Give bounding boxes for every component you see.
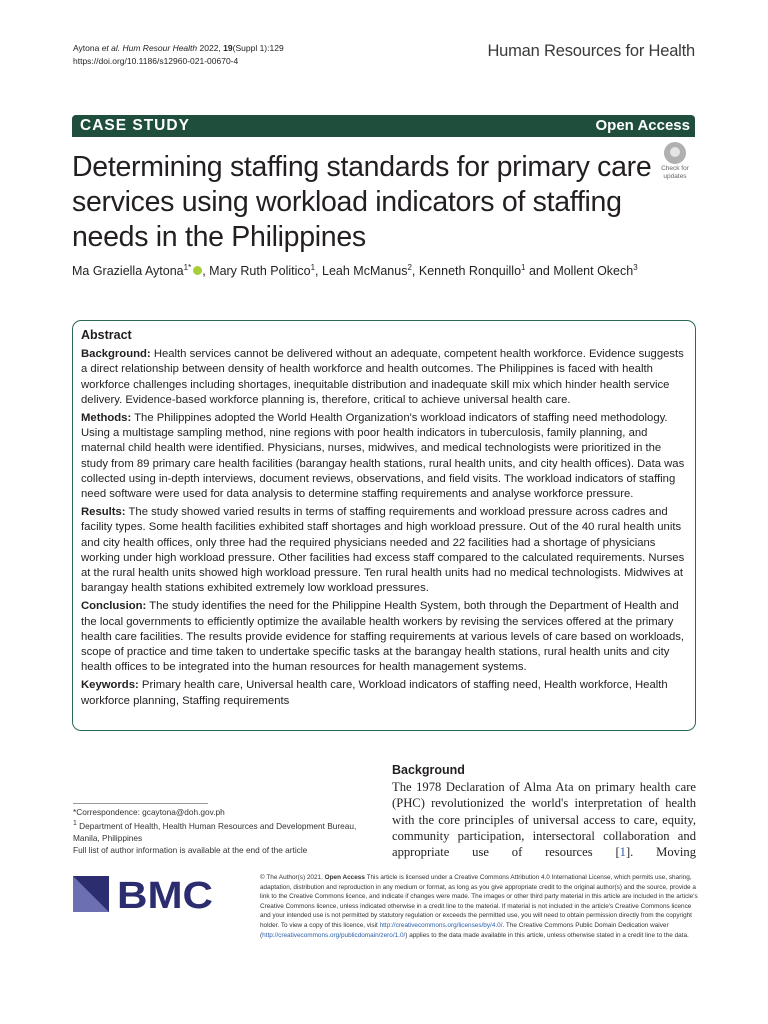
author-affil-sup: 1 — [521, 263, 526, 272]
author-name[interactable]: Kenneth Ronquillo — [418, 264, 522, 279]
license-text-1: This article is licensed under a Creative Commons Attribution 4.0 International License, which permits use, sharing, adaptation, distribution and reproduction in any medium or format, as long as you give appropriate credit to the original author(s) and the source, provide a link to the Creative Commons licence, and indicate if changes were made. The images or other third party material in this article are included in the article's Creative Commons licence, unless indicated otherwise in a credit line to the material. If material is not included in the article's Creative Commons licence and your intended use is not permitted by statutory regulation or exceeds the permitted use, you will need to obtain permission directly from the copyright holder. To view a copy of this licence, visit — [260, 874, 698, 929]
reference-link[interactable]: 1 — [619, 845, 626, 860]
results-label: Results: — [81, 506, 126, 519]
author-sep: , — [315, 264, 322, 279]
abstract-methods — [81, 411, 687, 502]
background-text: Health services cannot be delivered without an adequate, competent health workforce. Evidence suggests a direct relationship between density of health workforce and health outcomes. The Philippines is faced with health workforce challenges including shortages, inequitable distribution and inadequate skill mix which hinder health service delivery. Evidence-based workforce planning is, therefore, critical to achieve universal health care. — [81, 348, 684, 406]
background-label: Background: — [81, 348, 151, 361]
license-text-2: . The Creative Commons Public Domain Dedication waiver ( — [260, 921, 669, 939]
license-notice — [260, 873, 700, 940]
conclusion-label: Conclusion: — [81, 600, 147, 613]
bmc-logo-text: BMC — [117, 875, 213, 914]
check-updates-label-2: updates — [663, 173, 687, 180]
citation-etal: et al. — [101, 43, 121, 53]
methods-text: The Philippines adopted the World Health Organization's workload indicators of staffing need methodology. Using a multistage sampling method, nine regions with poor health indicators in tuberculosis, family planning, and maternal child health were identified. Physicians, nurses, midwives, and medical technologists were prioritized in the study from 89 primary care health facilities (barangay health stations, rural health units, and city health offices). Data was collected using in-depth interviews, document reviews, observations, and field visits. The workload indicators of staffing need software were used for data analysis to determine staffing requirements and analyse workforce pressure. — [81, 412, 685, 501]
footnote-divider — [73, 803, 208, 804]
orcid-icon[interactable] — [193, 266, 202, 275]
citation-suppl: (Suppl 1):129 — [232, 43, 284, 53]
author-affil-sup: 3 — [633, 263, 638, 272]
license-open-access: Open Access — [324, 874, 365, 881]
citation-block — [73, 42, 284, 68]
affiliation-sup: 1 — [73, 820, 77, 827]
abstract-background — [81, 347, 687, 408]
results-text: The study showed varied results in terms of staffing requirements and workload pressure across cadres and facility types. Some health facilities exhibited staff shortages and high workload pressure. Out of the 40 rural health units and city health offices, only three had the required physicians needed and 22 facilities had a shortage of physicians working under high workload pressure. Other facilities had excess staff compared to the calculated requirements. Nurses at the rural health units showed high workload pressure. Ten rural health units had no medical technologists. Midwives at barangay health stations exhibited extremely low workload pressures. — [81, 506, 685, 595]
author-name[interactable]: Leah McManus — [322, 264, 408, 279]
license-link-cc0[interactable]: http://creativecommons.org/publicdomain/zero/1.0/ — [262, 931, 406, 939]
author-affil-sup: 2 — [407, 263, 412, 272]
affiliation — [73, 818, 373, 844]
article-title: Determining staffing standards for primary care services using workload indicators of staffing needs in the Philippines — [72, 151, 652, 253]
author-and: and — [525, 264, 554, 279]
check-updates-label-1: Check for — [661, 165, 689, 172]
citation-authors: Aytona — [73, 43, 100, 53]
methods-label: Methods: — [81, 412, 132, 425]
author-name[interactable]: Mollent Okech — [553, 264, 634, 279]
bmc-logo — [73, 874, 213, 914]
license-copyright: © The Author(s) 2021. — [260, 874, 323, 881]
abstract-heading: Abstract — [81, 328, 132, 342]
author-sep: , — [411, 264, 419, 279]
citation-volume: 19 — [223, 43, 233, 53]
background-paragraph — [392, 779, 696, 860]
citation-line — [73, 42, 284, 55]
correspondence-block — [73, 806, 373, 856]
citation-year: 2022, — [199, 43, 221, 53]
author-name[interactable]: Ma Graziella Aytona — [72, 264, 184, 279]
open-access-label: Open Access — [595, 117, 690, 134]
conclusion-text: The study identifies the need for the Philippine Health System, both through the Department of Health and the local governments to efficiently optimize the available health workers by revising the services offered at the primary health care facilities. The results provide evidence for staffing requirements at various levels of care based on workloads, scope of practice and time taken to undertake specific tasks at the barangay health stations, rural health units and city health offices to be integrated into the human resources for health management systems. — [81, 600, 685, 674]
body-text: The 1978 Declaration of Alma Ata on primary health care (PHC) revolutionized the world's interpretation of health with the core principles of universal access to care, equity, community participation, intersectoral collaboration and appropriate use of resources [ — [392, 780, 696, 860]
section-heading-background: Background — [392, 763, 465, 777]
abstract-keywords — [81, 678, 687, 708]
affiliation-text: Department of Health, Health Human Resources and Development Bureau, Manila, Philippines — [73, 820, 357, 843]
keywords-label: Keywords: — [81, 679, 139, 692]
license-text-3: ) applies to the data made available in this article, unless otherwise stated in a credit line to the data. — [405, 931, 689, 939]
journal-name[interactable]: Human Resources for Health — [487, 42, 695, 60]
correspondence-email[interactable]: *Correspondence: gcaytona@doh.gov.ph — [73, 807, 225, 817]
author-affil-sup: 1* — [183, 263, 192, 272]
check-updates-icon — [664, 142, 686, 164]
check-for-updates-badge[interactable] — [654, 142, 696, 182]
author-name[interactable]: Mary Ruth Politico — [209, 264, 311, 279]
abstract-conclusion — [81, 599, 687, 675]
license-link-cc-by[interactable]: http://creativecommons.org/licenses/by/4.0/ — [379, 921, 503, 929]
full-author-info-note: Full list of author information is available at the end of the article — [73, 844, 308, 855]
abstract-results — [81, 505, 687, 596]
author-list — [72, 263, 638, 278]
body-text-tail: ]. Moving — [625, 845, 696, 860]
author-sep: , — [202, 264, 210, 279]
abstract-box — [72, 320, 696, 731]
keywords-text: Primary health care, Universal health care, Workload indicators of staffing need, Health workforce, Health workforce planning, Staffing requirements — [81, 679, 668, 707]
citation-journal: Hum Resour Health — [122, 43, 198, 53]
doi-link[interactable]: https://doi.org/10.1186/s12960-021-00670-4 — [73, 56, 239, 66]
article-type-label: CASE STUDY — [80, 117, 190, 134]
article-type-band — [72, 115, 695, 137]
author-affil-sup: 1 — [310, 263, 316, 272]
